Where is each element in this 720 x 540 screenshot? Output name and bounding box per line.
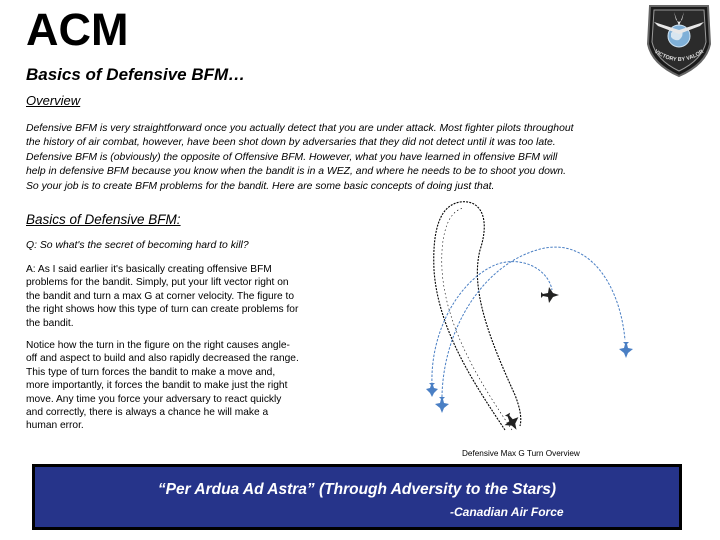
bandit-path-inner	[432, 262, 552, 385]
notice-line: move. Any time you force your adversary to react quickly	[26, 393, 282, 405]
notice-line: Notice how the turn in the figure on the right causes angle-	[26, 340, 290, 352]
notice-line: off and aspect to build and also rapidly decreased the range.	[26, 353, 299, 365]
overview-line: help in defensive BFM because you know when the bandit is in a WEZ, and where he needs to be to shoot you down.	[26, 166, 567, 178]
bandit-aircraft-icon	[426, 383, 438, 397]
overview-heading: Overview	[26, 93, 81, 108]
answer-line: the bandit and turn a max G at corner velocity. The figure to	[26, 290, 295, 302]
answer-line: problems for the bandit. Simply, put your lift vector right on	[26, 277, 289, 289]
answer-line: A: As I said earlier it's basically creating offensive BFM	[26, 264, 272, 275]
quote-banner	[32, 464, 682, 530]
overview-line: So your job is to create BFM problems for the bandit. Here are some basic concepts of doing just that.	[26, 180, 495, 192]
bandit-aircraft-icon	[435, 397, 449, 413]
figure-caption: Defensive Max G Turn Overview	[462, 449, 580, 458]
answer-line: the right shows how this type of turn can create problems for	[26, 304, 299, 316]
overview-line: the history of air combat, however, have been shot down by adversaries that they did not detect until it was too late.	[26, 137, 556, 149]
defender-aircraft-icon	[541, 287, 559, 303]
max-g-turn-figure	[420, 190, 670, 440]
notice-line: human error.	[26, 420, 84, 432]
page-title: ACM	[26, 4, 129, 55]
answer-block	[26, 263, 350, 433]
bandit-path-outer	[442, 247, 625, 405]
notice-line: more importantly, it forces the bandit to make just the right	[26, 380, 288, 392]
notice-line: This type of turn forces the bandit to make a move and,	[26, 366, 276, 378]
question-text: Q: So what's the secret of becoming hard to kill?	[26, 240, 249, 251]
page-subtitle: Basics of Defensive BFM…	[26, 65, 246, 84]
notice-paragraph	[26, 339, 350, 433]
notice-line: and correctly, there is always a chance he will make a	[26, 407, 269, 419]
overview-paragraph	[26, 122, 696, 194]
squadron-emblem	[640, 0, 718, 78]
overview-line: Defensive BFM is very straightforward once you actually detect that you are under attack. Most fighter pilots throughout	[26, 123, 574, 134]
answer-paragraph	[26, 263, 350, 330]
basics-heading: Basics of Defensive BFM:	[26, 212, 181, 227]
answer-line: the bandit.	[26, 317, 74, 329]
defender-turn-path	[434, 202, 521, 430]
bandit-aircraft-icon	[619, 342, 633, 358]
quote-source: -Canadian Air Force	[450, 505, 564, 519]
overview-line: Defensive BFM is (obviously) the opposite of Offensive BFM. However, what you have learned in offensive BFM will	[26, 151, 558, 163]
defender-turn-path-outer	[442, 208, 512, 430]
emblem-text: VICTORY BY VALOR	[653, 48, 705, 64]
quote-text: “Per Ardua Ad Astra” (Through Adversity to the Stars)	[157, 481, 557, 498]
